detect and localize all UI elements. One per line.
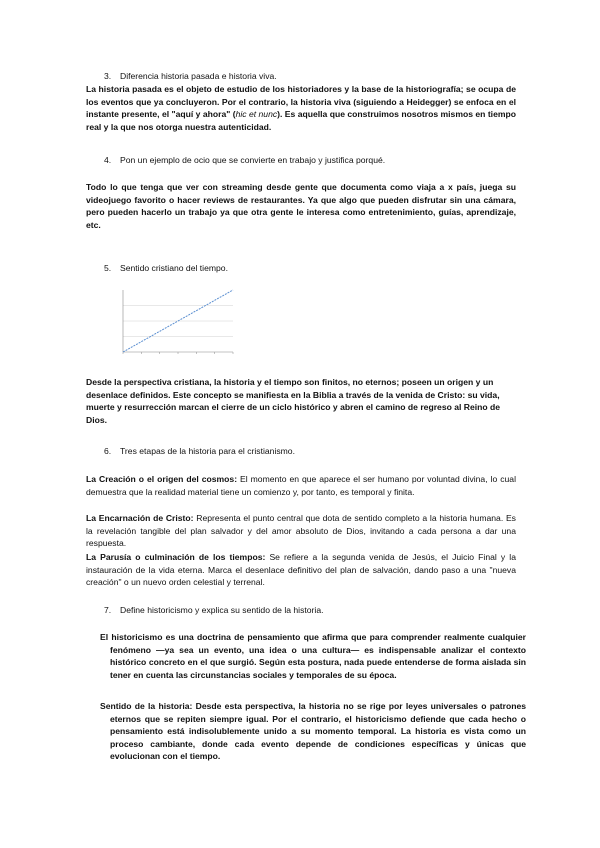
stage-label: La Encarnación de Cristo: xyxy=(86,513,194,523)
answer-italic: hic et nunc xyxy=(235,109,278,120)
time-line-chart xyxy=(113,282,245,362)
question-7-heading xyxy=(86,604,534,617)
stage-label: La Parusía o culminación de los tiempos: xyxy=(86,552,266,562)
historicismo-sentido: Sentido de la historia: Desde esta perspectiva, la historia no se rige por leyes universales o patrones eternos que se repiten siempre igual. Por el contrario, el historicismo defiende que cada hecho o pensamiento está indisolublemente unido a su momento temporal. La historia es vista como un proceso cambiante, donde cada evento depende de condiciones específicas y únicas que evolucionan con el tiempo. xyxy=(100,701,526,762)
question-6-heading xyxy=(86,445,534,458)
question-number: 3. xyxy=(104,71,112,81)
historicismo-definition: El historicismo es una doctrina de pensamiento que afirma que para comprender realmente cualquier fenómeno —ya sea un evento, una idea o una cultura— es indispensable analizar el contexto histórico concreto en el que surgió. Según esta postura, nada puede entenderse de forma aislada sin tener en cuenta las circunstancias sociales y temporales de su época. xyxy=(100,632,526,680)
question-title: Diferencia historia pasada e historia viva. xyxy=(120,71,277,81)
question-number: 5. xyxy=(104,263,112,273)
question-title: Sentido cristiano del tiempo. xyxy=(120,263,228,273)
stage-label: La Creación o el origen del cosmos: xyxy=(86,474,238,484)
question-3-answer xyxy=(86,83,516,133)
question-title: Define historicismo y explica su sentido de la historia. xyxy=(120,605,324,615)
stage-creacion xyxy=(86,473,516,498)
question-number: 6. xyxy=(104,446,112,456)
question-number: 4. xyxy=(104,155,112,165)
question-title: Pon un ejemplo de ocio que se convierte en trabajo y justifica porqué. xyxy=(120,155,386,165)
answer-text: ). Es aquella que construimos nosotros mismos en tiempo real y la que nos otorga nuestra autenticidad. xyxy=(86,109,516,132)
question-5-answer: Desde la perspectiva cristiana, la historia y el tiempo son finitos, no eternos; poseen un origen y un desenlace definidos. Este concepto se manifiesta en la Biblia a través de la venida de Cristo: su vida, muerte y resurrección marcan el cierre de un ciclo histórico y abren el camino de regreso al Reino de Dios. xyxy=(86,377,501,425)
answer-text: La historia pasada es el objeto de estudio de los historiadores y la base de la historiografía; se ocupa de los eventos que ya concluyeron. Por el contrario, la historia viva (siguiendo a Heidegger) se enfoca en el instante presente, el "aquí y ahora" ( xyxy=(86,84,516,120)
question-4-heading xyxy=(86,154,534,167)
stage-parusia xyxy=(86,551,516,589)
question-5-heading xyxy=(86,262,534,275)
question-number: 7. xyxy=(104,605,112,615)
stage-text: Representa el punto central que dota de sentido completo a la historia humana. Es la revelación tangible del plan salvador y del amor absoluto de Dios, invitando a cada persona a dar una respuesta. xyxy=(86,513,516,549)
question-title: Tres etapas de la historia para el cristianismo. xyxy=(120,446,295,456)
question-3-heading xyxy=(86,70,534,83)
stage-encarnacion xyxy=(86,512,516,550)
stage-text: El momento en que aparece el ser humano por voluntad divina, lo cual demuestra que la realidad material tiene un comienzo y, por tanto, es temporal y finita. xyxy=(86,474,516,497)
stage-text: Se refiere a la segunda venida de Jesús, el Juicio Final y la instauración de la vida eterna. Marca el desenlace definitivo del plan de salvación, dando paso a una "nueva creación" o un nuevo orden celestial y terrenal. xyxy=(86,552,516,588)
question-4-answer: Todo lo que tenga que ver con streaming desde gente que documenta como viaja a x país, juega su videojuego favorito o hacer reviews de restaurantes. Ya que algo que pueden disfrutar sin una cámara, pero pueden hacerlo un trabajo ya que otra gente le interesa como entretenimiento, guías, aprendizaje, etc. xyxy=(86,182,516,230)
